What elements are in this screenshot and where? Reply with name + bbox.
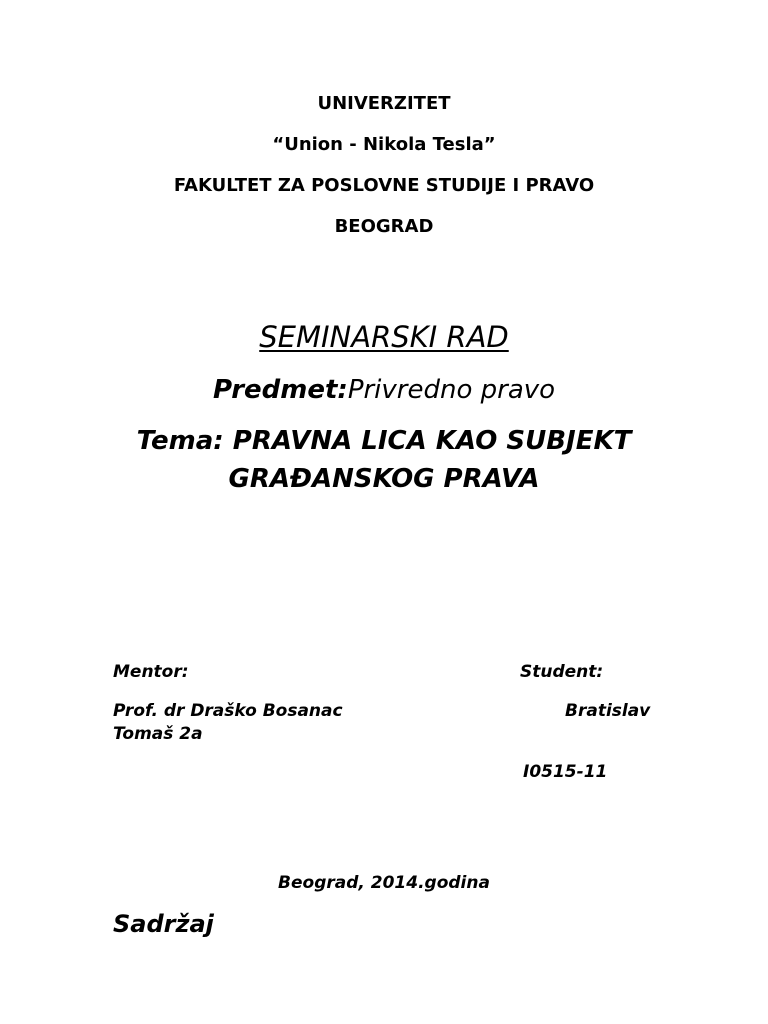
document-title: SEMINARSKI RAD (259, 320, 509, 354)
student-last-name-class: Tomaš 2a (113, 724, 203, 744)
topic-line-1: Tema: PRAVNA LICA KAO SUBJEKT (136, 426, 632, 456)
subject-label: Predmet: (212, 375, 348, 405)
place-date: Beograd, 2014.godina (278, 873, 490, 893)
university-label: UNIVERZITET (317, 93, 451, 114)
topic-line-2: GRAĐANSKOG PRAVA (228, 464, 540, 494)
mentor-name: Prof. dr Draško Bosanac (113, 701, 343, 721)
mentor-label: Mentor: (113, 662, 189, 682)
subject-value: Privredno pravo (347, 375, 556, 405)
student-index: I0515-11 (523, 762, 608, 782)
city-name: BEOGRAD (334, 216, 434, 237)
toc-heading: Sadržaj (113, 910, 214, 938)
student-first-name: Bratislav (565, 701, 651, 721)
subject-line (0, 375, 768, 405)
university-name: “Union - Nikola Tesla” (272, 134, 496, 155)
faculty-name: FAKULTET ZA POSLOVNE STUDIJE I PRAVO (173, 175, 595, 196)
student-label: Student: (520, 662, 604, 682)
